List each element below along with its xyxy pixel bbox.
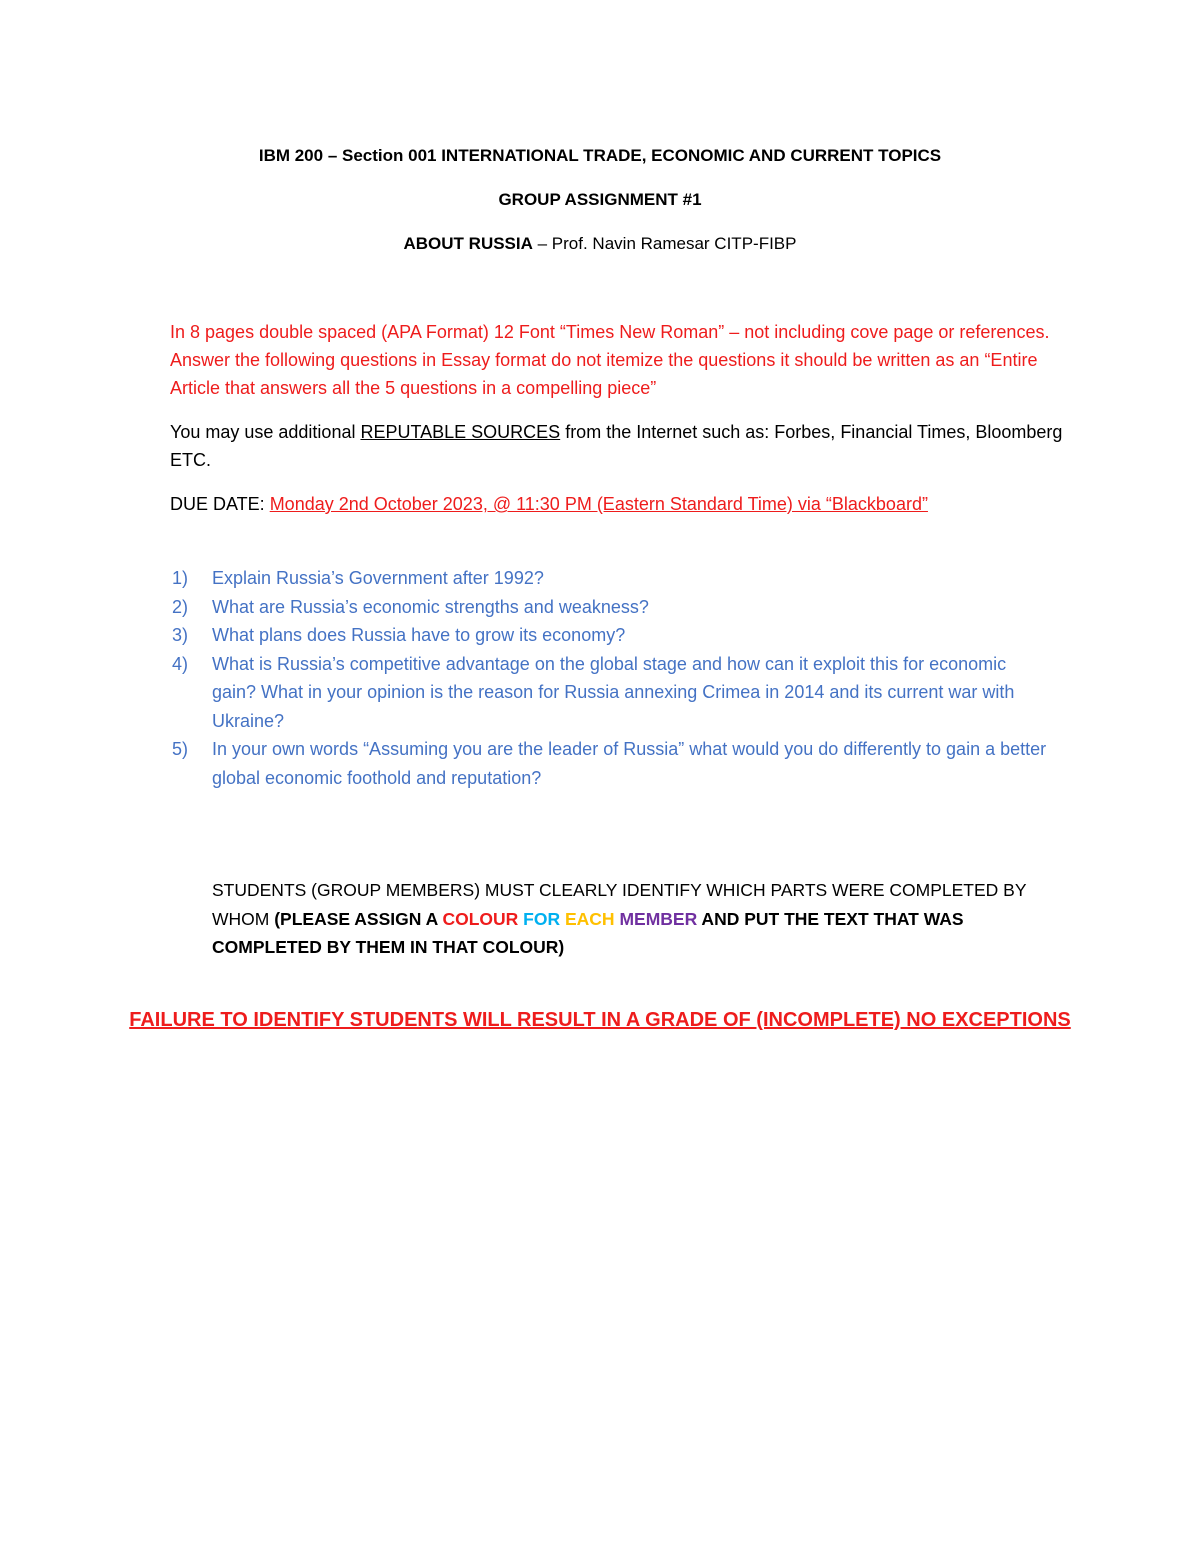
due-date-line [170,490,1070,518]
question-text: Explain Russia’s Government after 1992? [212,568,544,588]
question-item [172,621,1052,650]
course-title-text: IBM 200 – Section 001 INTERNATIONAL TRADE, ECONOMIC AND CURRENT TOPICS [258,146,942,165]
sources-suffix: from the Internet such as: Forbes, Financial Times, Bloomberg ETC. [170,422,1063,470]
question-text: In your own words “Assuming you are the leader of Russia” what would you do differently to gain a better global economic foothold and reputation? [212,739,1047,788]
question-text: What plans does Russia have to grow its economy? [212,625,626,645]
due-date-label: DUE DATE: [170,494,270,514]
students-note-end: AND PUT THE TEXT THAT WAS COMPLETED BY THEM IN THAT COLOUR) [212,908,964,957]
format-instructions: In 8 pages double spaced (APA Format) 12 Font “Times New Roman” – not including cove page or references. Answer the following questions in Essay format do not itemize the questions it should be written as an “Entire Article that answers all the 5 questions in a compelling piece” [170,322,1050,398]
sources-prefix: You may use additional [170,422,361,442]
students-note-assign: (PLEASE ASSIGN A [274,908,443,929]
question-item [172,564,1052,593]
question-number: 2) [172,596,189,617]
word-colour: COLOUR [442,908,519,929]
question-text: What is Russia’s competitive advantage on the global stage and how can it exploit this for economic gain? What in your opinion is the reason for Russia annexing Crimea in 2014 and its current war with Ukraine? [212,653,1015,731]
word-for: FOR [523,908,561,929]
students-note-intro: STUDENTS (GROUP MEMBERS) MUST CLEARLY IDENTIFY WHICH PARTS WERE COMPLETED BY WHOM [212,880,1027,929]
failure-notice: FAILURE TO IDENTIFY STUDENTS WILL RESULT IN A GRADE OF (INCOMPLETE) NO EXCEPTIONS [129,1009,1071,1031]
about-topic: ABOUT RUSSIA [403,234,533,253]
assignment-title: GROUP ASSIGNMENT #1 [498,190,702,209]
question-number: 3) [172,625,189,645]
word-each: EACH [564,908,615,929]
about-line [0,233,1200,255]
question-text: What are Russia’s economic strengths and weakness? [212,596,649,617]
word-member: MEMBER [619,908,698,929]
question-number: 4) [172,653,189,674]
question-number: 1) [172,568,189,588]
students-note [212,876,1072,962]
course-title [0,145,1200,167]
question-item [172,593,1052,622]
question-item [172,735,1052,792]
questions-list [172,564,1052,792]
question-number: 5) [172,739,189,759]
sources-note [170,418,1070,474]
reputable-sources: REPUTABLE SOURCES [360,422,561,442]
about-professor: – Prof. Navin Ramesar CITP-FIBP [532,234,797,253]
due-date-value: Monday 2nd October 2023, @ 11:30 PM (Eastern Standard Time) via “Blackboard” [269,494,928,514]
question-item [172,650,1052,736]
